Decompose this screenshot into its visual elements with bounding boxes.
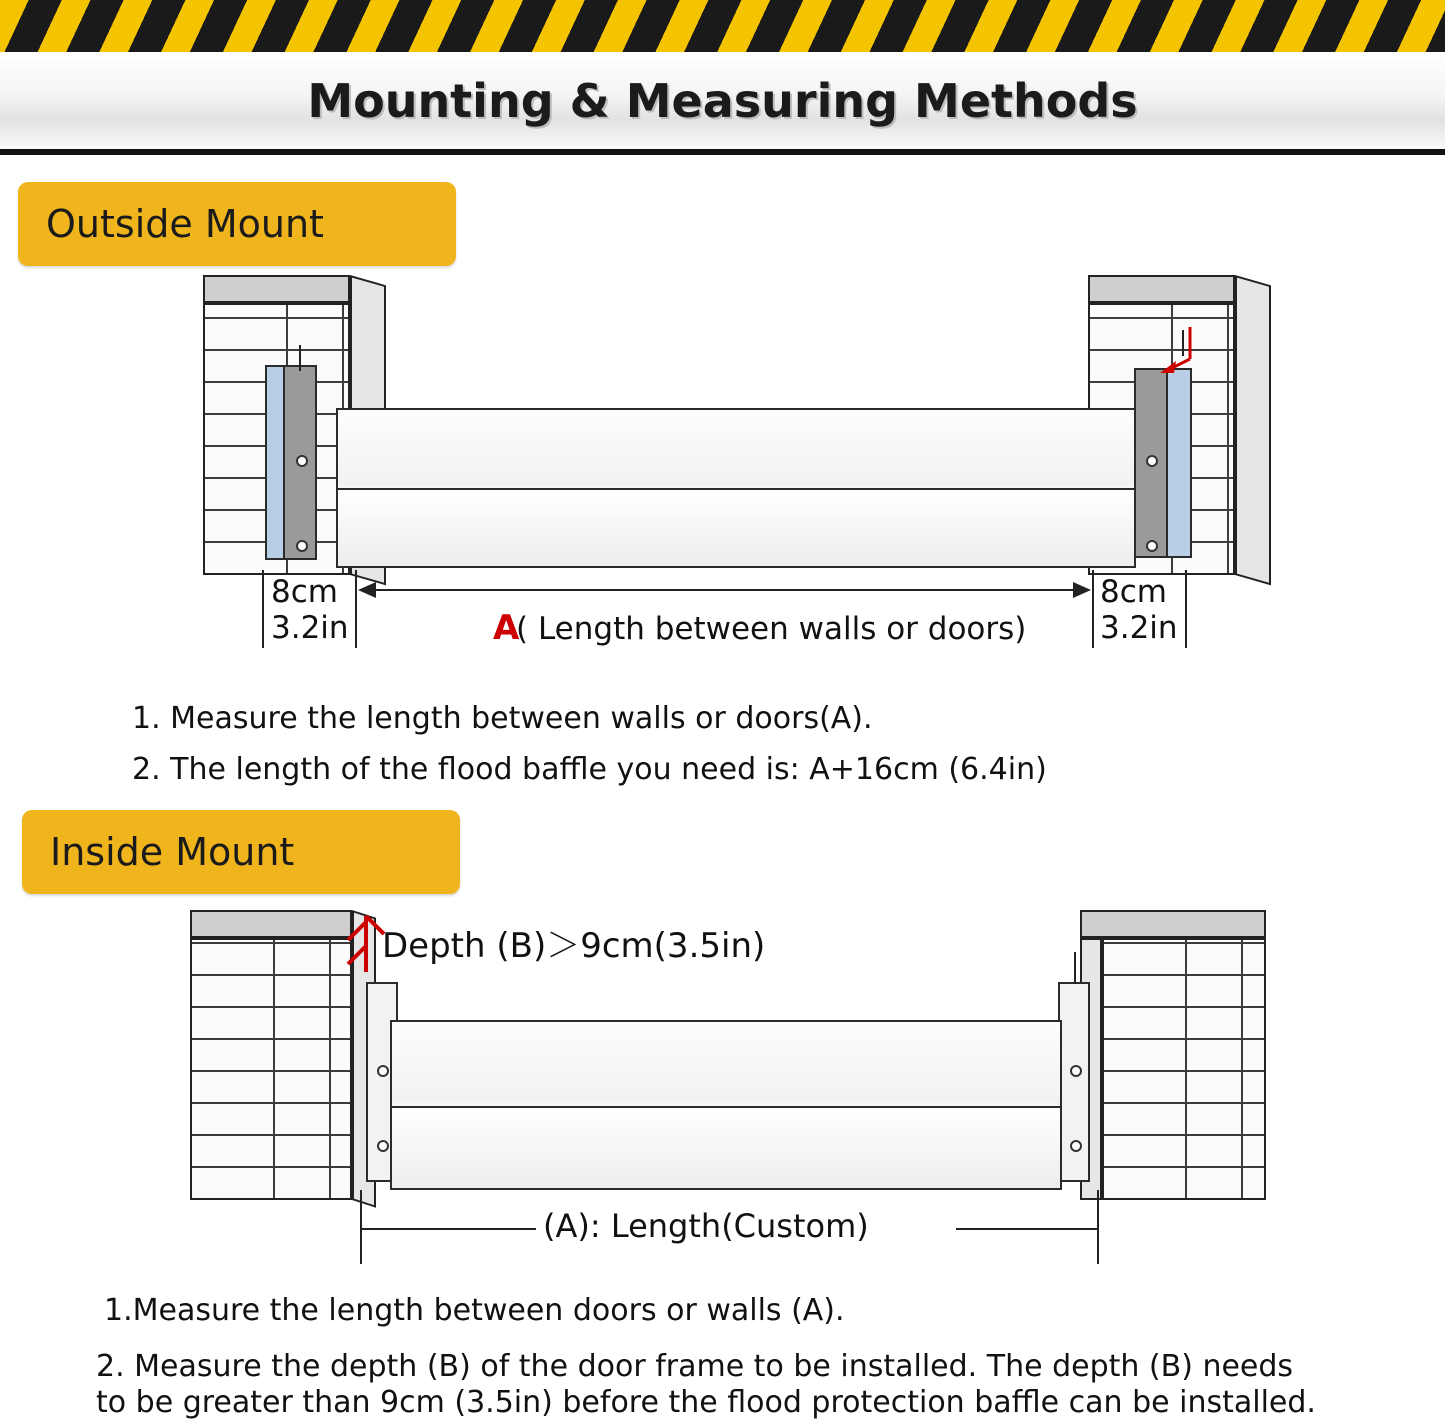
right-bracket-inside-screw-2 — [1070, 1140, 1082, 1152]
inside-step-2-line-1: 2. Measure the depth (B) of the door frame to be installed. The depth (B) needs — [96, 1349, 1294, 1384]
right-margin-in: 3.2in — [1100, 610, 1178, 646]
pillar-top-face — [203, 275, 350, 303]
depth-note: Depth (B)＞9cm(3.5in) — [382, 926, 766, 966]
section-tag-outside-mount — [18, 182, 456, 266]
dimension-caption: ( Length between walls or doors) — [516, 611, 1027, 647]
left-margin-cm: 8cm — [271, 574, 338, 610]
header-band — [0, 52, 1445, 155]
page-title: Mounting & Measuring Methods — [307, 73, 1138, 128]
pillar-front-face — [190, 938, 352, 1200]
right-margin-cm: 8cm — [1100, 574, 1167, 610]
dim-tick-left-outer — [262, 570, 264, 648]
pillar-top-face — [1080, 910, 1266, 938]
pillar-top-face — [1088, 275, 1235, 303]
outside-step-1: 1. Measure the length between walls or doors(A). — [132, 701, 873, 736]
inside-dim-tick-right — [1097, 1190, 1099, 1264]
inside-dim-line-right — [956, 1228, 1098, 1230]
inside-length-label: (A): Length(Custom) — [543, 1207, 869, 1245]
dimension-symbol-a: A — [493, 608, 520, 648]
dim-arrow-right — [1073, 582, 1091, 598]
section-tag-inside-mount — [22, 810, 460, 894]
dim-tick-right-outer — [1185, 570, 1187, 648]
dim-arrow-left — [358, 582, 376, 598]
left-bracket-inside-screw-1 — [377, 1065, 389, 1077]
pillar-top-face — [190, 910, 352, 938]
inside-dim-line-left — [360, 1228, 536, 1230]
inside-step-1: 1.Measure the length between doors or walls (A). — [104, 1293, 845, 1328]
dim-tick-right-inner — [1092, 570, 1094, 648]
inside-dim-tick-left — [360, 1190, 362, 1264]
left-margin-in: 3.2in — [271, 610, 349, 646]
outside-step-2: 2. The length of the flood baffle you need is: A+16cm (6.4in) — [132, 752, 1047, 787]
right-bracket-screw-1 — [1146, 455, 1158, 467]
right-bracket-inside-pin — [1074, 952, 1076, 984]
inside-step-2-line-2: to be greater than 9cm (3.5in) before the flood protection baffle can be installed. — [96, 1385, 1316, 1420]
hazard-stripe-banner — [0, 0, 1445, 55]
right-bracket-screw-2 — [1146, 540, 1158, 552]
red-arrow-indicator — [1150, 325, 1200, 380]
baffle-seam — [392, 1106, 1060, 1108]
left-bracket-pin — [299, 345, 301, 371]
dim-tick-left-inner — [355, 570, 357, 648]
left-bracket-screw-1 — [296, 455, 308, 467]
flood-baffle-inside — [390, 1020, 1062, 1190]
section-tag-inside-mount-label: Inside Mount — [50, 830, 295, 874]
right-bracket-inside-screw-1 — [1070, 1065, 1082, 1077]
pillar-side-face — [1235, 275, 1271, 585]
baffle-seam — [338, 488, 1134, 490]
dim-line-main — [362, 589, 1087, 591]
section-tag-outside-mount-label: Outside Mount — [46, 202, 324, 246]
left-bracket-screw-2 — [296, 540, 308, 552]
left-bracket-inside-screw-2 — [377, 1140, 389, 1152]
flood-baffle-outside — [336, 408, 1136, 568]
pillar-front-face — [1102, 938, 1266, 1200]
right-bracket-inside — [1058, 982, 1090, 1182]
right-bracket-pin — [1182, 330, 1184, 356]
